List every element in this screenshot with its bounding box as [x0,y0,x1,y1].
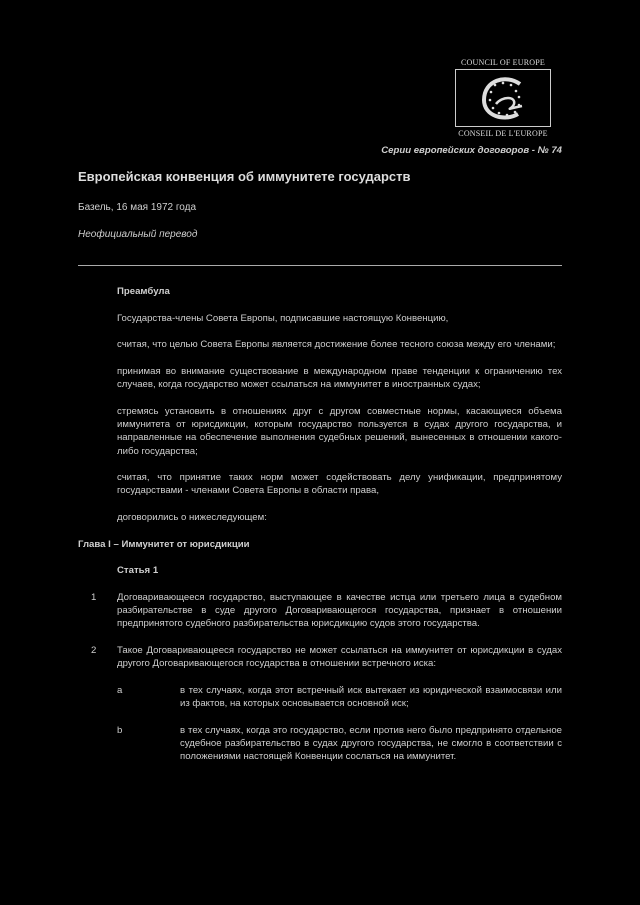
article-subitem-a [117,684,562,711]
preamble-paragraph: считая, что целью Совета Европы является достижение более тесного союза между его членами; [117,339,556,351]
council-of-europe-logo [453,58,553,138]
translation-note: Неофициальный перевод [78,229,198,240]
logo-top-text: COUNCIL OF EUROPE [461,58,545,67]
document-body [78,285,562,777]
article-heading: Статья 1 [117,565,159,577]
article-item-2 [78,644,562,671]
article-subitem: в тех случаях, когда этот встречный иск вытекает из юридической взаимосвязи или из фактов, на которых основывается основной иск; [180,684,562,710]
preamble-paragraph: договорились о нижеследующем: [117,512,267,524]
stars-circle-icon [456,70,550,126]
preamble-paragraph: принимая во внимание существование в международном праве тенденции к ограничению тех случаев, когда государство может ссылаться на иммунитет в иностранных судах; [117,365,562,391]
subitem-label: a [117,684,123,696]
preamble-heading: Преамбула [117,286,170,297]
item-number: 1 [91,591,97,603]
preamble-paragraph: стремясь установить в отношениях друг с другом совместные нормы, касающиеся объема иммунитета от юрисдикции, которым государство пользуется в судах другого государства, и направленные на обеспечение выполнения судебных решений, вынесенных в отношении какого-либо государства; [117,405,562,457]
document-date: Базель, 16 мая 1972 года [78,202,197,213]
chapter-heading: Глава I – Иммунитет от юрисдикции [78,538,250,550]
divider [78,265,562,266]
preamble-paragraph: Государства-члены Совета Европы, подписавшие настоящую Конвенцию, [117,312,449,324]
treaty-series: Серии европейских договоров - № 74 [381,145,562,156]
logo-emblem [455,69,551,127]
article-subitem-b [117,724,562,764]
article-item: Договаривающееся государство, выступающее в качестве истца или третьего лица в судебном разбирательстве в суде другого Договаривающегося государства, признает в отношении предпринятого судебного разбирательства юрисдикцию судов этого государства. [117,591,562,630]
item-number: 2 [91,645,97,657]
article-item: Такое Договаривающееся государство не может ссылаться на иммунитет от юрисдикции в судах другого Договаривающегося государства в отношении встречного иска: [117,645,562,670]
logo-bottom-text: CONSEIL DE L'EUROPE [458,129,548,138]
subitem-label: b [117,724,123,736]
preamble-paragraph: считая, что принятие таких норм может содействовать делу унификации, предпринятому государствами - членами Совета Европы в области права, [117,472,562,497]
article-subitem: в тех случаях, когда это государство, если против него было предпринято отдельное судебное разбирательство в судах другого государства, не смогло в соответствии с положениями настоящей Конвенции сослаться на иммунитет. [180,724,562,763]
document-title: Европейская конвенция об иммунитете государств [78,169,411,184]
article-item-1 [78,591,562,631]
